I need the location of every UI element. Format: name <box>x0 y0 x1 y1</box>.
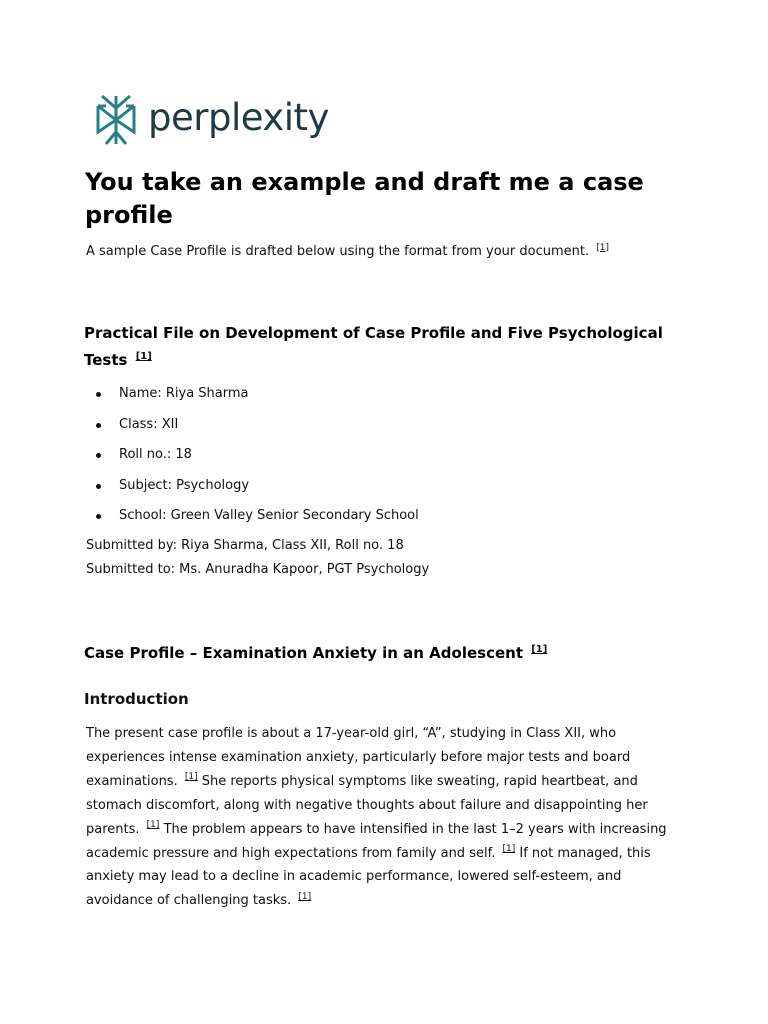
citation-link[interactable]: [1] <box>596 242 609 253</box>
detail-subject: Subject: Psychology <box>119 477 250 493</box>
list-item <box>86 476 419 507</box>
perplexity-logo-icon <box>94 94 138 146</box>
paragraph-sentence: If not managed, this anxiety may lead to a decline in academic performance, lowered self-esteem, and avoidance of challenging tasks. <box>86 845 651 909</box>
citation-link[interactable]: [1] <box>502 844 516 855</box>
practical-file-heading <box>84 320 684 374</box>
paragraph-sentence: The problem appears to have intensified in the last 1–2 years with increasing academic pressure and high expectations from family and self. <box>86 821 667 861</box>
list-item <box>86 415 419 446</box>
list-item <box>86 384 419 415</box>
citation-link[interactable]: [1] <box>135 351 152 362</box>
student-details-list <box>86 384 419 537</box>
citation-link[interactable]: [1] <box>146 820 160 831</box>
list-item <box>86 445 419 476</box>
submitted-to: Submitted to: Ms. Anuradha Kapoor, PGT Psychology <box>86 562 430 577</box>
introduction-heading: Introduction <box>84 690 189 708</box>
citation-link[interactable]: [1] <box>531 644 548 655</box>
perplexity-wordmark: perplexity <box>148 95 329 139</box>
citation-link[interactable]: [1] <box>298 892 312 903</box>
detail-class: Class: XII <box>119 416 179 432</box>
bullet-icon <box>96 392 101 397</box>
case-profile-heading <box>84 640 547 667</box>
intro-sentence: A sample Case Profile is drafted below using the format from your document. <box>86 244 590 259</box>
detail-roll: Roll no.: 18 <box>119 447 192 462</box>
page-title: You take an example and draft me a case profile <box>85 168 644 229</box>
bullet-icon <box>96 423 101 428</box>
bullet-icon <box>96 514 101 519</box>
detail-school: School: Green Valley Senior Secondary School <box>119 508 419 523</box>
list-item <box>86 506 419 537</box>
bullet-icon <box>96 453 101 458</box>
practical-heading-text: Practical File on Development of Case Profile and Five Psychological Tests <box>84 324 663 369</box>
bullet-icon <box>96 484 101 489</box>
paragraph-sentence: She reports physical symptoms like sweating, rapid heartbeat, and stomach discomfort, along with negative thoughts about failure and disappointing her parents. <box>86 773 648 837</box>
citation-link[interactable]: [1] <box>184 772 198 783</box>
paragraph-sentence: The present case profile is about a 17-year-old girl, “A”, studying in Class XII, who experiences intense examination anxiety, particularly before major tests and board examinations. <box>86 726 631 789</box>
detail-name: Name: Riya Sharma <box>119 386 249 401</box>
introduction-paragraph <box>86 722 686 913</box>
submitted-by: Submitted by: Riya Sharma, Class XII, Roll no. 18 <box>86 538 404 553</box>
perplexity-logo <box>94 94 329 146</box>
intro-text <box>86 243 609 261</box>
case-heading-text: Case Profile – Examination Anxiety in an Adolescent <box>84 644 523 662</box>
